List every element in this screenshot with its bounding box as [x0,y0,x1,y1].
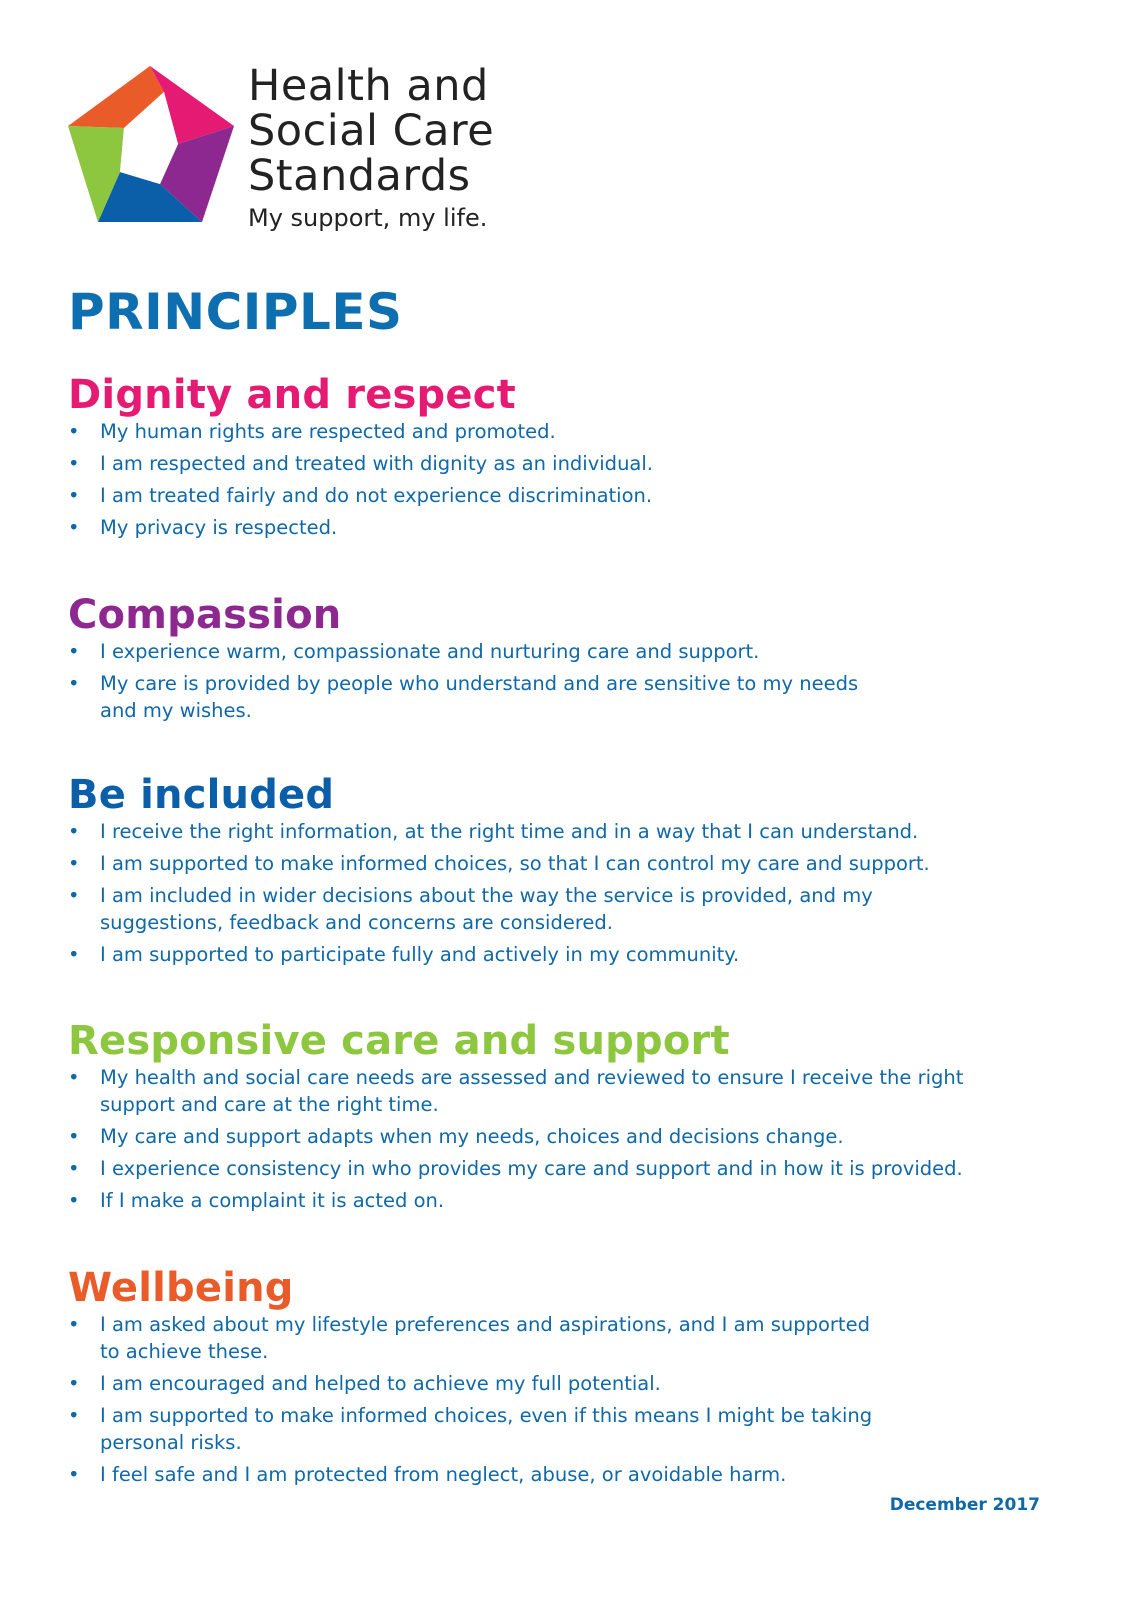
principle-bullet-item: • If I make a complaint it is acted on. [68,1187,1068,1214]
publication-date: December 2017 [889,1495,1040,1515]
principle-bullet-item: • I am asked about my lifestyle preferences and aspirations, and I am supported to achieve these. [68,1311,1068,1365]
principle-heading: Responsive care and support [68,1018,730,1064]
principle-bullet-item: • I am encouraged and helped to achieve my full potential. [68,1370,1068,1397]
principle-bullet-item: • I experience consistency in who provides my care and support and in how it is provided. [68,1155,1068,1182]
brand-tagline: My support, my life. [248,204,488,232]
principle-heading: Dignity and respect [68,372,516,418]
page-title: PRINCIPLES [68,283,403,341]
principle-bullet-item: • I am supported to make informed choices, so that I can control my care and support. [68,850,1068,877]
principle-bullet-item: • I experience warm, compassionate and nurturing care and support. [68,638,1068,665]
principle-bullet-item: • My human rights are respected and promoted. [68,418,1068,445]
principle-heading: Wellbeing [68,1265,294,1311]
principle-bullets [68,418,1068,541]
principle-section [68,1265,1068,1493]
brand-line-3: Standards [248,151,471,201]
principle-bullets [68,818,1068,968]
principle-bullets [68,1311,1068,1488]
principle-bullet-item: • I feel safe and I am protected from neglect, abuse, or avoidable harm. [68,1461,1068,1488]
principle-heading: Compassion [68,592,342,638]
principle-bullet-item: • My care is provided by people who understand and are sensitive to my needs and my wishes. [68,670,1068,724]
principle-section [68,592,1068,729]
principle-section [68,372,1068,546]
principle-bullet-item: • I am included in wider decisions about the way the service is provided, and my suggestions, feedback and concerns are considered. [68,882,1068,936]
principle-section [68,772,1068,973]
principle-bullet-item: • My care and support adapts when my needs, choices and decisions change. [68,1123,1068,1150]
brand-line-1: Health and [248,61,489,111]
brand-name [248,61,495,233]
principle-bullets [68,638,1068,724]
principle-heading: Be included [68,772,335,818]
logo [68,61,495,236]
brand-line-2: Social Care [248,106,495,156]
principle-bullets [68,1064,1068,1214]
principle-bullet-item: • My privacy is respected. [68,514,1068,541]
principle-section [68,1018,1068,1219]
principle-bullet-item: • I receive the right information, at the right time and in a way that I can understand. [68,818,1068,845]
principle-bullet-item: • I am supported to make informed choices, even if this means I might be taking personal risks. [68,1402,1068,1456]
principle-bullet-item: • I am respected and treated with dignity as an individual. [68,450,1068,477]
principle-bullet-item: • I am treated fairly and do not experience discrimination. [68,482,1068,509]
pentagon-logo-icon [68,66,234,226]
principle-bullet-item: • I am supported to participate fully and actively in my community. [68,941,1068,968]
principle-bullet-item: • My health and social care needs are assessed and reviewed to ensure I receive the right support and care at the right time. [68,1064,1068,1118]
